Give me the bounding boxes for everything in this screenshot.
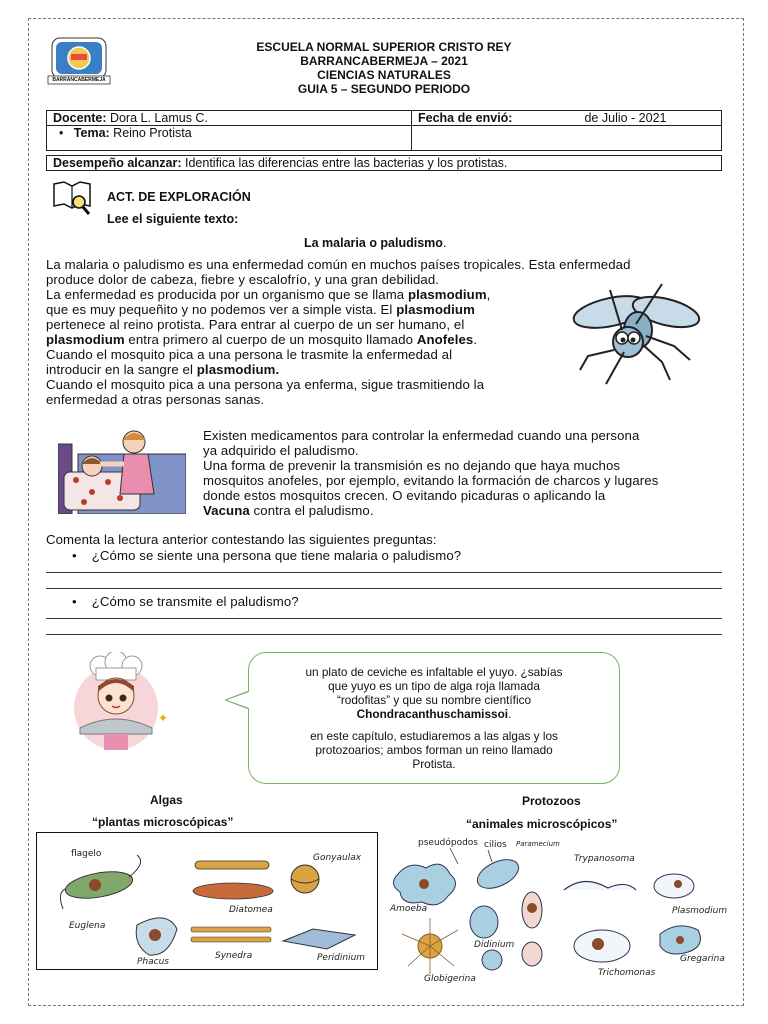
reading-line: donde estos mosquitos crecen. O evitando picaduras o aplicando la (203, 488, 606, 503)
goal-label: Desempeño alcanzar: (53, 156, 182, 170)
algae-title: Algas (150, 793, 183, 807)
answer-line[interactable] (46, 634, 722, 635)
label-euglena: Euglena (69, 921, 106, 931)
reading-line: plasmodium entra primero al cuerpo de un mosquito llamado Anofeles. (46, 332, 478, 347)
label-peridinium: Peridinium (317, 953, 366, 963)
question-2: • ¿Cómo se transmite el paludismo? (72, 594, 299, 609)
info-table (46, 110, 722, 171)
label-paramecium: Paramecium (516, 840, 560, 848)
reading-line: La malaria o paludismo es una enfermedad común en muchos países tropicales. Esta enfermedad (46, 257, 631, 272)
bullet: • (59, 126, 74, 140)
answer-line[interactable] (46, 618, 722, 619)
teacher-cell (47, 111, 412, 126)
label-globigerina: Globigerina (424, 974, 476, 984)
bubble-line: que yuyo es un tipo de alga roja llamada (328, 679, 540, 693)
bubble-line: Protista. (412, 757, 456, 771)
teacher-value: Dora L. Lamus C. (106, 111, 208, 125)
bubble-line: protozoarios; ambos forman un reino llamado (315, 743, 553, 757)
bubble-line: un plato de ceviche es infaltable el yuyo. ¿sabías (305, 665, 563, 679)
topic-label: Tema: (73, 126, 110, 140)
reading-paragraph-2 (203, 428, 658, 518)
date-value: de Julio - 2021 (584, 111, 667, 125)
topic-cell (47, 126, 412, 151)
activity-title: ACT. DE EXPLORACIÓN (107, 190, 251, 204)
bubble-line: Chondracanthuschamissoi. (356, 707, 512, 721)
goal-value: Identifica las diferencias entre las bacterias y los protistas. (181, 156, 508, 170)
answer-line[interactable] (46, 588, 722, 589)
reading-paragraph-1 (46, 257, 631, 407)
reading-line: que es muy pequeñito y no podemos ver a simple vista. El plasmodium (46, 302, 475, 317)
label-pseudopodos: pseudópodos (418, 838, 478, 848)
bubble-line: en este capítulo, estudiaremos a las algas y los (310, 729, 558, 743)
bubble-tail-inner (227, 692, 249, 708)
reading-line: pertenece al reino protista. Para entrar al cuerpo de un ser humano, el (46, 317, 465, 332)
mosquito-illustration (566, 280, 706, 388)
protozoa-title: Protozoos (522, 794, 581, 808)
reading-line: introducir en la sangre el plasmodium. (46, 362, 280, 377)
reading-line: Una forma de prevenir la transmisión es no dejando que haya muchos (203, 458, 621, 473)
reading-title-dot: . (442, 236, 447, 250)
label-didinium: Didinium (474, 940, 515, 950)
topic-value: Reino Protista (109, 126, 192, 140)
reading-title-text: La malaria o paludismo (304, 236, 443, 250)
activity-instruction: Lee el siguiente texto: (107, 212, 239, 226)
label-phacus: Phacus (137, 957, 169, 967)
label-flagelo: flagelo (71, 849, 102, 859)
book-magnifier-icon (52, 180, 92, 216)
reading-line: Cuando el mosquito pica a una persona le trasmite la enfermedad al (46, 347, 453, 362)
school-name: ESCUELA NORMAL SUPERIOR CRISTO REY (256, 40, 512, 54)
reading-line: La enfermedad es producida por un organismo que se llama plasmodium, (46, 287, 491, 302)
protozoa-diagram (388, 834, 728, 984)
bubble-line: “rodofitas” y que su nombre científico (336, 693, 532, 707)
logo-caption: BARRANCABERMEJA (52, 77, 106, 83)
reading-title (304, 236, 446, 250)
label-trichomonas: Trichomonas (598, 968, 656, 978)
label-amoeba: Amoeba (390, 904, 428, 914)
algae-subtitle: “plantas microscópicas” (92, 815, 234, 829)
reading-line: Cuando el mosquito pica a una persona ya enferma, sigue trasmitiendo la (46, 377, 485, 392)
reading-line: Vacuna contra el paludismo. (203, 503, 374, 518)
label-synedra: Synedra (215, 951, 253, 961)
label-trypanosoma: Trypanosoma (574, 854, 635, 864)
reading-line: ya adquirido el paludismo. (203, 443, 359, 458)
empty-cell (412, 126, 722, 151)
reading-line: produce dolor de cabeza, fiebre y escalofrío, y una gran debilidad. (46, 272, 440, 287)
algae-diagram (36, 832, 378, 970)
label-diatomea: Diatomea (229, 905, 273, 915)
label-plasmodium: Plasmodium (672, 906, 728, 916)
label-gregarina: Gregarina (680, 954, 725, 964)
goal-cell (47, 156, 722, 171)
label-cilios: cilios (484, 840, 507, 850)
label-gonyaulax: Gonyaulax (313, 853, 362, 863)
date-cell (412, 111, 722, 126)
subject-title: CIENCIAS NATURALES (317, 68, 451, 82)
reading-line: mosquitos anofeles, por ejemplo, evitando la formación de charcos y lugares (203, 473, 659, 488)
questions-intro: Comenta la lectura anterior contestando las siguientes preguntas: (46, 532, 437, 547)
sick-child-illustration (58, 424, 186, 514)
reading-line: Existen medicamentos para controlar la enfermedad cuando una persona (203, 428, 640, 443)
question-1: • ¿Cómo se siente una persona que tiene malaria o paludismo? (72, 548, 462, 563)
school-city: BARRANCABERMEJA – 2021 (300, 54, 468, 68)
teacher-label: Docente: (53, 111, 107, 125)
chef-girl-illustration (60, 652, 172, 752)
protozoa-subtitle: “animales microscópicos” (466, 817, 618, 831)
reading-line: enfermedad a otras personas sanas. (46, 392, 265, 407)
info-speech-bubble (248, 652, 620, 784)
date-label: Fecha de envió: (418, 111, 513, 125)
answer-line[interactable] (46, 572, 722, 573)
svg-text:✦: ✦ (158, 711, 169, 725)
guide-title: GUIA 5 – SEGUNDO PERIODO (297, 82, 471, 96)
